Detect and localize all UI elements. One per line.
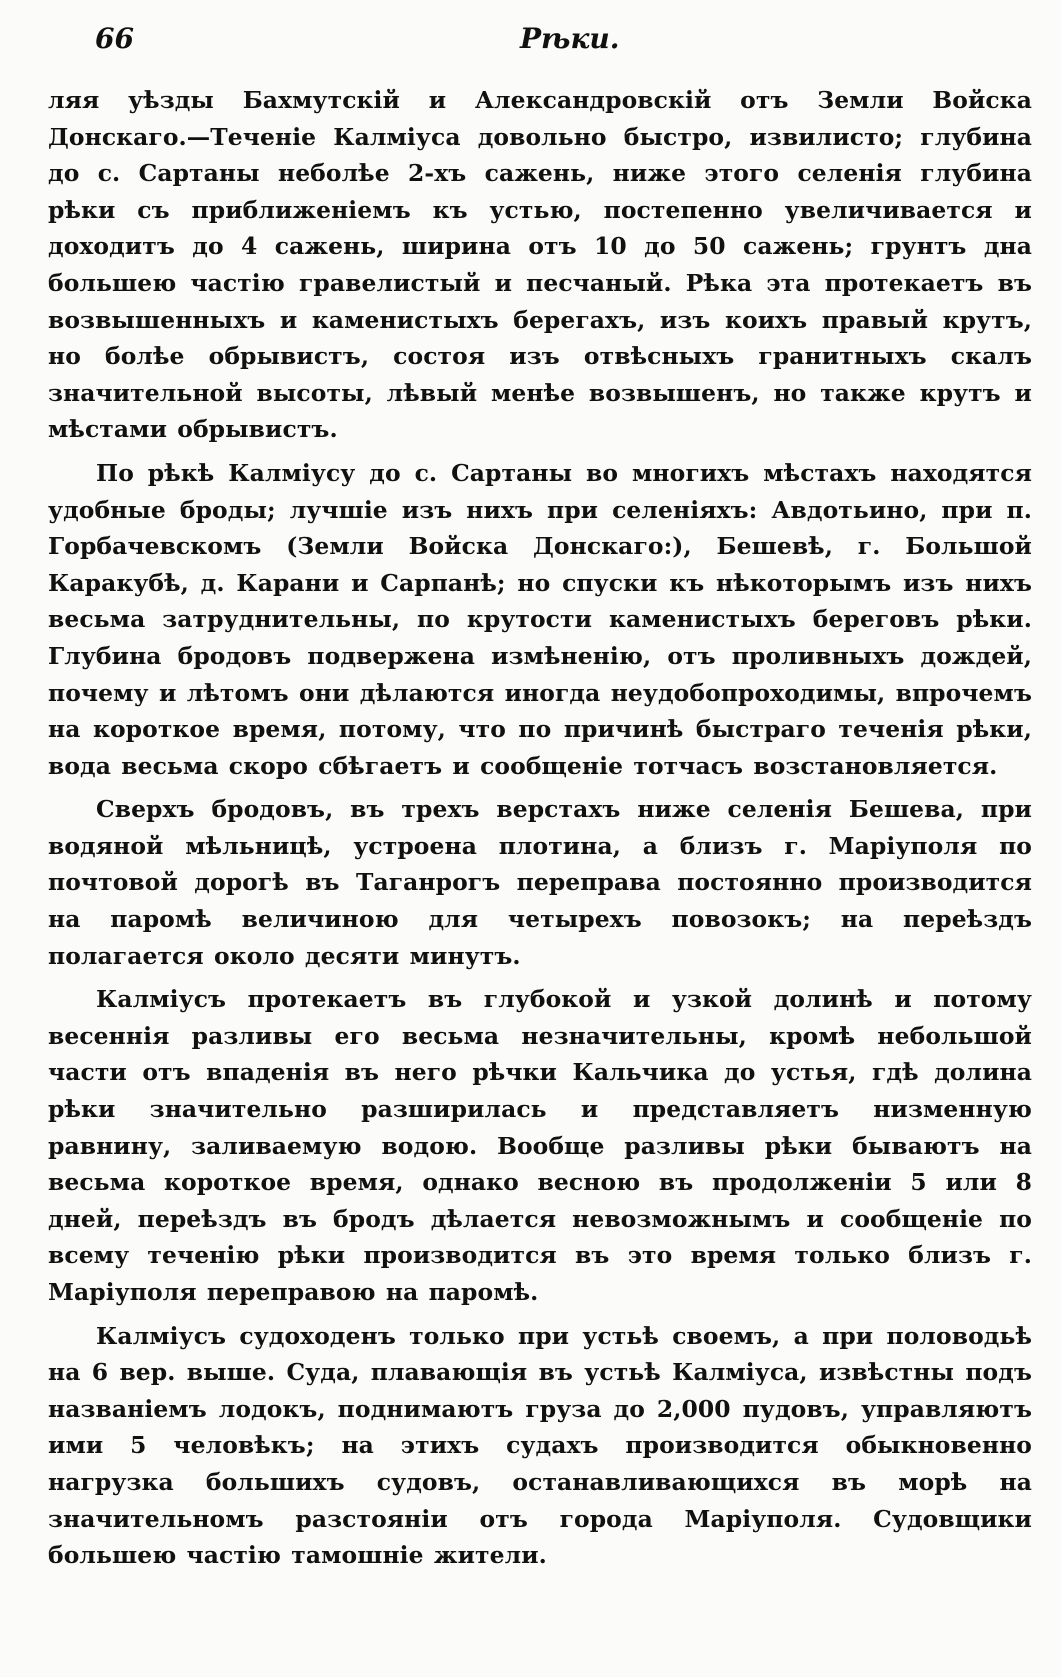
page-number: 66 [95, 22, 134, 55]
running-head: Рѣки. [520, 22, 620, 55]
body-text [48, 82, 1032, 1581]
paragraph: Калміусъ судоходенъ только при устьѣ своемъ, а при половодьѣ на 6 вер. выше. Суда, плавающія въ устьѣ Калміуса, извѣстны подъ названіемъ лодокъ, поднимаютъ груза до 2,000 пудовъ, управляютъ ими 5 человѣкъ; на этихъ судахъ производится обыкновенно нагрузка большихъ судовъ, останавливающихся въ морѣ на значительномъ разстояніи отъ города Маріуполя. Судовщики большею частію тамошніе жители. [48, 1321, 1032, 1570]
paragraph: Сверхъ бродовъ, въ трехъ верстахъ ниже селенія Бешева, при водяной мѣльницѣ, устроена плотина, а близъ г. Маріуполя по почтовой дорогѣ въ Таганрогъ переправа постоянно производится на паромѣ величиною для четырехъ повозокъ; на переѣздъ полагается около десяти минутъ. [48, 795, 1032, 970]
page-header [95, 18, 1035, 58]
paragraph: Калміусъ протекаетъ въ глубокой и узкой долинѣ и потому весеннія разливы его весьма незначительны, кромѣ небольшой части отъ впаденія въ него рѣчки Кальчика до устья, гдѣ долина рѣки значительно разширилась и представляетъ низменную равнину, заливаемую водою. Вообще разливы рѣки бываютъ на весьма короткое время, однако весною въ продолженіи 5 или 8 дней, переѣздъ въ бродъ дѣлается невозможнымъ и сообщеніе по всему теченію рѣки производится въ это время только близъ г. Маріуполя переправою на паромѣ. [48, 985, 1032, 1306]
paragraph: ляя уѣзды Бахмутскій и Александровскій отъ Земли Войска Донскаго.—Теченіе Калміуса довольно быстро, извилисто; глубина до с. Сартаны неболѣе 2-хъ сажень, ниже этого селенія глубина рѣки съ приближеніемъ къ устью, постепенно увеличивается и доходитъ до 4 сажень, ширина отъ 10 до 50 сажень; грунтъ дна большею частію гравелистый и песчаный. Рѣка эта протекаетъ въ возвышенныхъ и каменистыхъ берегахъ, изъ коихъ правый крутъ, но болѣе обрывистъ, состоя изъ отвѣсныхъ гранитныхъ скалъ значительной высоты, лѣвый менѣе возвышенъ, но также крутъ и мѣстами обрывистъ. [48, 86, 1032, 444]
paragraph: По рѣкѣ Калміусу до с. Сартаны во многихъ мѣстахъ находятся удобные броды; лучшіе изъ нихъ при селеніяхъ: Авдотьино, при п. Горбачевскомъ (Земли Войска Донскаго:), Бешевѣ, г. Большой Каракубѣ, д. Карани и Сарпанѣ; но спуски къ нѣкоторымъ изъ нихъ весьма затруднительны, по крутости каменистыхъ береговъ рѣки. Глубина бродовъ подвержена измѣненію, отъ проливныхъ дождей, почему и лѣтомъ они дѣлаются иногда неудобопроходимы, впрочемъ на короткое время, потому, что по причинѣ быстраго теченія рѣки, вода весьма скоро сбѣгаетъ и сообщеніе тотчасъ возстановляется. [48, 458, 1032, 780]
